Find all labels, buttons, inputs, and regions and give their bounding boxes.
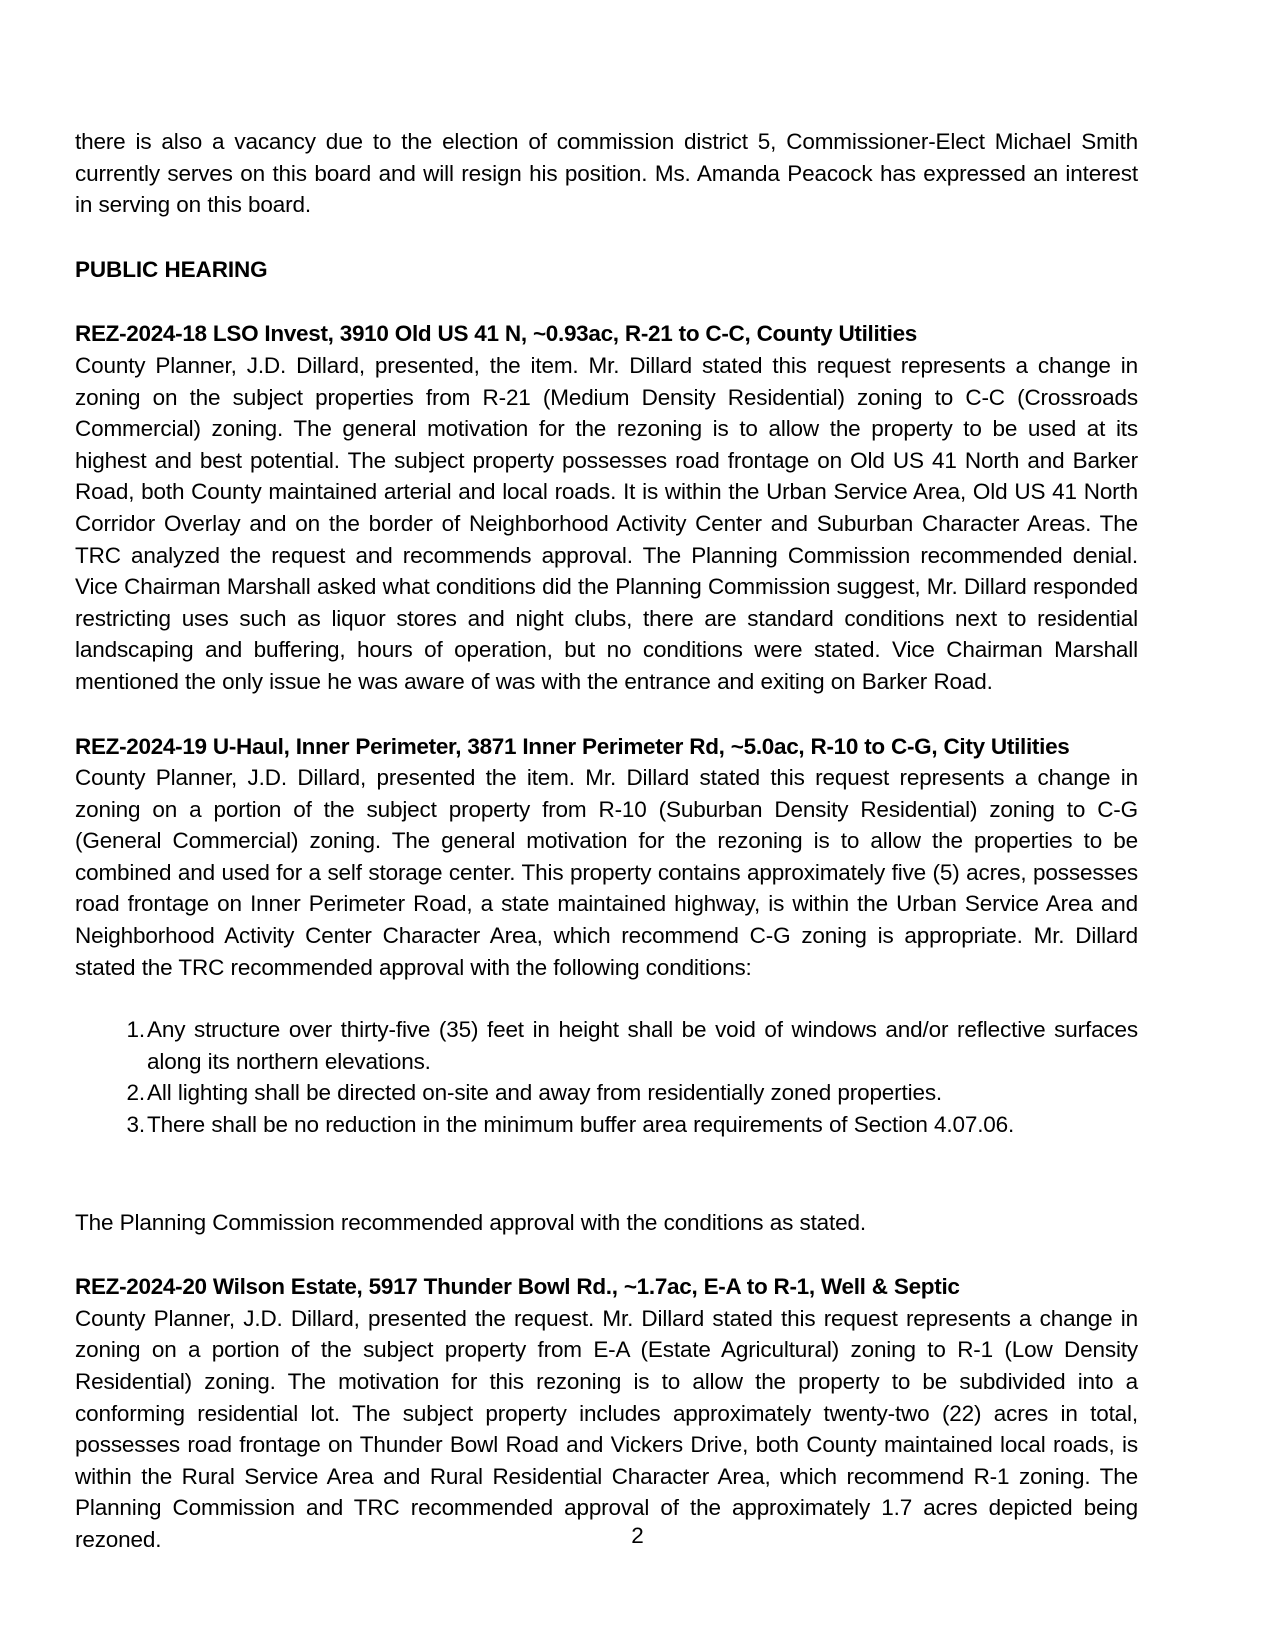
- page-content: [75, 126, 1138, 1556]
- condition-text: All lighting shall be directed on-site and away from residentially zoned properties.: [147, 1080, 943, 1106]
- condition-text: Any structure over thirty-five (35) feet in height shall be void of windows and/or reflective surfaces along its northern elevations.: [147, 1017, 1138, 1074]
- spacer: [75, 698, 1138, 731]
- page-number: 2: [631, 1523, 644, 1548]
- rez-2024-18-body: County Planner, J.D. Dillard, presented, the item. Mr. Dillard stated this request represents a change in zoning on the subject properties from R-21 (Medium Density Residential) zoning to C-C (Crossroads Commercial) zoning. The general motivation for the rezoning is to allow the property to be used at its highest and best potential. The subject property possesses road frontage on Old US 41 North and Barker Road, both County maintained arterial and local roads. It is within the Urban Service Area, Old US 41 North Corridor Overlay and on the border of Neighborhood Activity Center and Suburban Character Areas. The TRC analyzed the request and recommends approval. The Planning Commission recommended denial. Vice Chairman Marshall asked what conditions did the Planning Commission suggest, Mr. Dillard responded restricting uses such as liquor stores and night clubs, there are standard conditions next to residential landscaping and buffering, hours of operation, but no conditions were stated. Vice Chairman Marshall mentioned the only issue he was aware of was with the entrance and exiting on Barker Road.: [75, 352, 1138, 694]
- rez-2024-19-body: County Planner, J.D. Dillard, presented the item. Mr. Dillard stated this request represents a change in zoning on a portion of the subject property from R-10 (Suburban Density Residential) zoning to C-G (General Commercial) zoning. The general motivation for the rezoning is to allow the properties to be combined and used for a self storage center. This property contains approximately five (5) acres, possesses road frontage on Inner Perimeter Road, a state maintained highway, is within the Urban Service Area and Neighborhood Activity Center Character Area, which recommend C-G zoning is appropriate. Mr. Dillard stated the TRC recommended approval with the following conditions:: [75, 765, 1138, 980]
- spacer: [75, 285, 1138, 318]
- spacer: [75, 221, 1138, 254]
- public-hearing-heading: PUBLIC HEARING: [75, 256, 268, 282]
- list-item: [75, 1014, 1138, 1077]
- list-item: [75, 1109, 1138, 1141]
- planning-commission-note: The Planning Commission recommended approval with the conditions as stated.: [75, 1209, 866, 1235]
- intro-paragraph: there is also a vacancy due to the election of commission district 5, Commissioner-Elect Michael Smith currently serves on this board and will resign his position. Ms. Amanda Peacock has expressed an interest in serving on this board.: [75, 129, 1138, 218]
- rez-2024-19-conditions-list: [75, 1014, 1138, 1140]
- list-item: [75, 1077, 1138, 1109]
- spacer: [75, 983, 1138, 1014]
- rez-2024-18-heading: REZ-2024-18 LSO Invest, 3910 Old US 41 N, ~0.93ac, R-21 to C-C, County Utilities: [75, 321, 918, 347]
- rez-2024-20-body: County Planner, J.D. Dillard, presented the request. Mr. Dillard stated this request represents a change in zoning on a portion of the subject property from E-A (Estate Agricultural) zoning to R-1 (Low Density Residential) zoning. The motivation for this rezoning is to allow the property to be subdivided into a conforming residential lot. The subject property includes approximately twenty-two (22) acres in total, possesses road frontage on Thunder Bowl Road and Vickers Drive, both County maintained local roads, is within the Rural Service Area and Rural Residential Character Area, which recommend R-1 zoning. The Planning Commission and TRC recommended approval of the approximately 1.7 acres depicted being rezoned.: [75, 1305, 1138, 1552]
- spacer: [75, 1141, 1138, 1207]
- spacer: [75, 1238, 1138, 1271]
- rez-2024-19-heading: REZ-2024-19 U-Haul, Inner Perimeter, 3871 Inner Perimeter Rd, ~5.0ac, R-10 to C-G, City Utilities: [75, 733, 1070, 759]
- condition-text: There shall be no reduction in the minimum buffer area requirements of Section 4.07.06.: [147, 1112, 1015, 1138]
- rez-2024-20-heading: REZ-2024-20 Wilson Estate, 5917 Thunder Bowl Rd., ~1.7ac, E-A to R-1, Well & Septic: [75, 1274, 960, 1300]
